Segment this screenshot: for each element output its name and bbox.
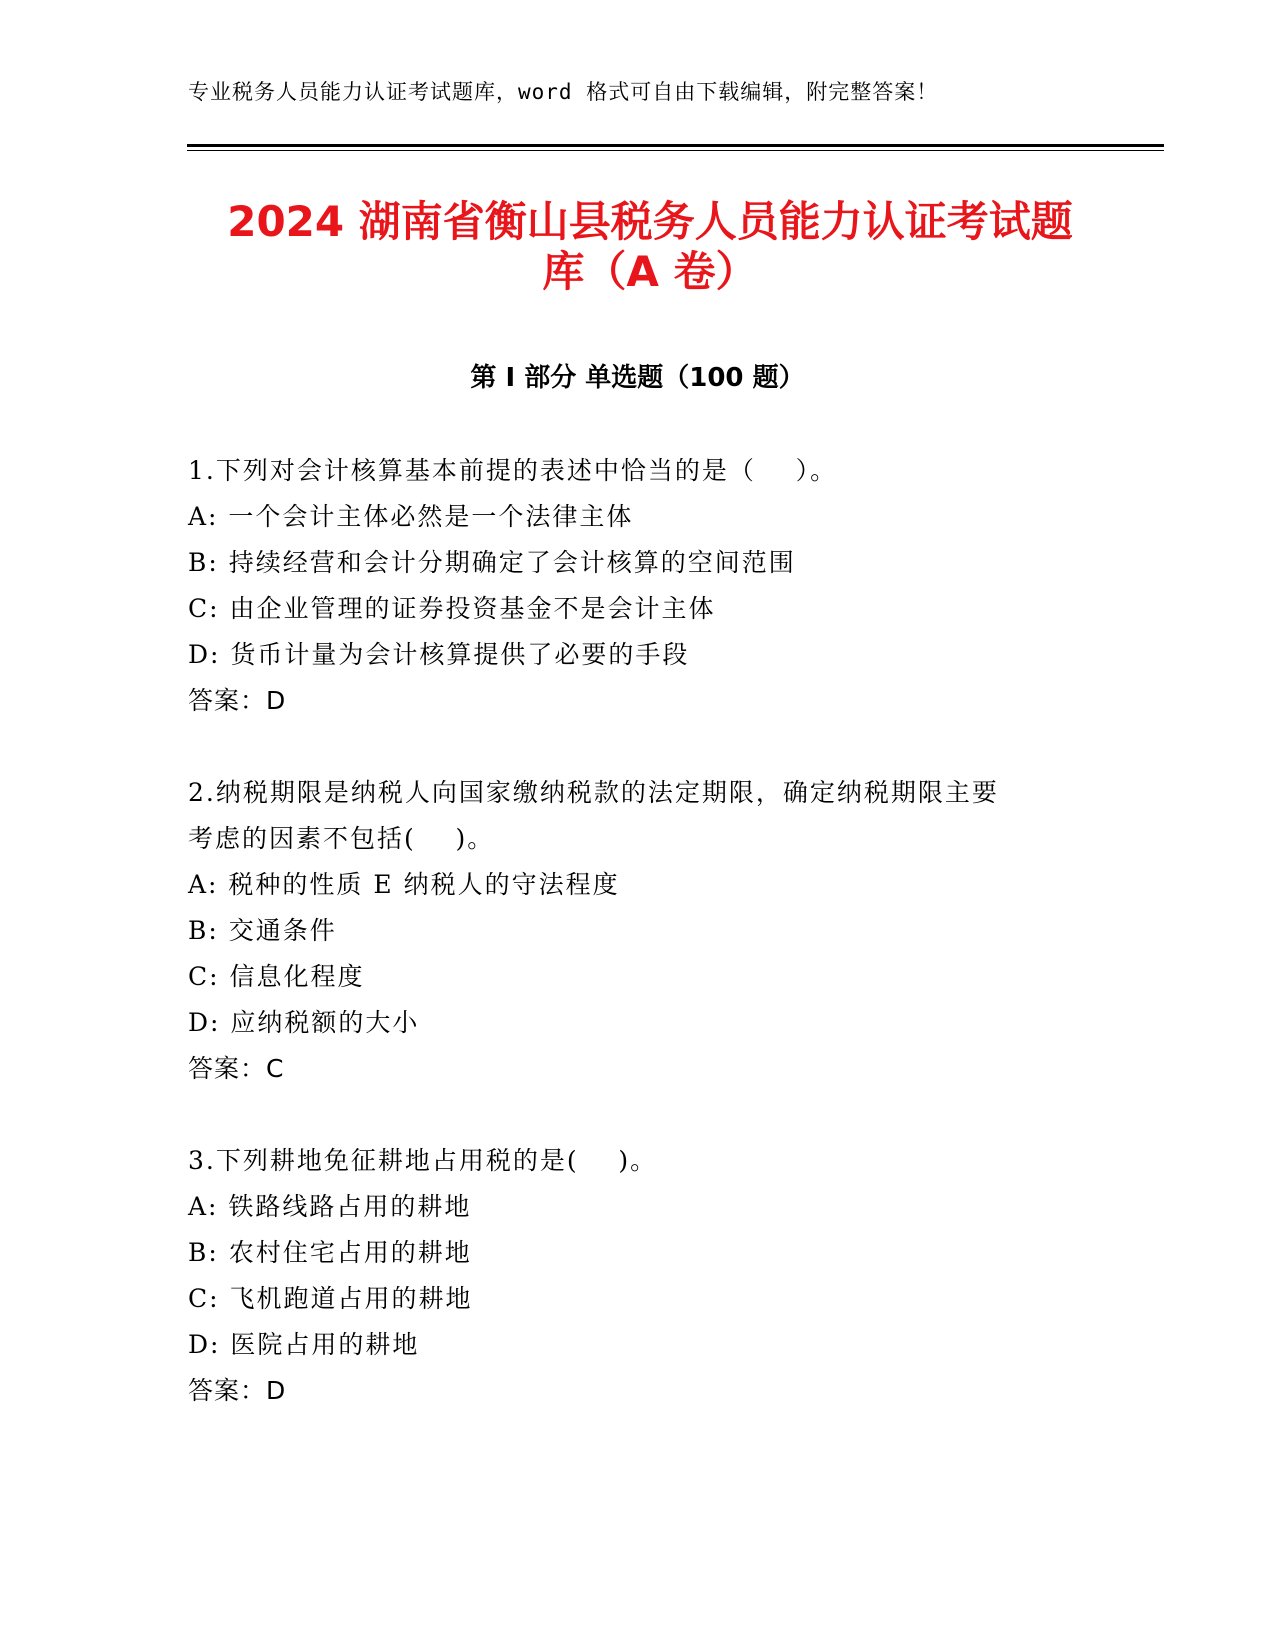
header-divider-thin — [187, 150, 1164, 151]
answer: 答案：D — [188, 686, 287, 715]
answer: 答案：D — [188, 1376, 287, 1405]
document-title-line-1: 2024 湖南省衡山县税务人员能力认证考试题 — [227, 197, 1073, 246]
option-a: A: 一个会计主体必然是一个法律主体 — [188, 502, 634, 531]
question-3 — [188, 1138, 1088, 1414]
option-b: B: 农村住宅占用的耕地 — [188, 1238, 472, 1267]
question-stem: 1.下列对会计核算基本前提的表述中恰当的是（ ）。 — [188, 456, 838, 485]
section-heading: 第 I 部分 单选题（100 题） — [470, 363, 805, 393]
header-note: 专业税务人员能力认证考试题库，word 格式可自由下载编辑，附完整答案！ — [188, 80, 939, 104]
header-divider-thick — [187, 144, 1164, 147]
option-c: C: 飞机跑道占用的耕地 — [188, 1284, 473, 1313]
question-stem-continued: 考虑的因素不包括( )。 — [188, 824, 495, 853]
answer: 答案：C — [188, 1054, 285, 1083]
option-a: A: 铁路线路占用的耕地 — [188, 1192, 472, 1221]
question-list — [188, 448, 1088, 1460]
option-a: A: 税种的性质 E 纳税人的守法程度 — [188, 870, 620, 899]
option-c: C: 由企业管理的证券投资基金不是会计主体 — [188, 594, 716, 623]
option-d: D: 医院占用的耕地 — [188, 1330, 420, 1359]
option-b: B: 交通条件 — [188, 916, 337, 945]
option-d: D: 应纳税额的大小 — [188, 1008, 420, 1037]
document-title-line-2: 库（A 卷） — [542, 247, 758, 296]
document-title — [150, 197, 1150, 297]
option-b: B: 持续经营和会计分期确定了会计核算的空间范围 — [188, 548, 796, 577]
question-1 — [188, 448, 1088, 724]
question-2 — [188, 770, 1088, 1092]
question-stem: 3.下列耕地免征耕地占用税的是( )。 — [188, 1146, 658, 1175]
option-d: D: 货币计量为会计核算提供了必要的手段 — [188, 640, 690, 669]
question-stem: 2.纳税期限是纳税人向国家缴纳税款的法定期限，确定纳税期限主要 — [188, 778, 999, 807]
option-c: C: 信息化程度 — [188, 962, 365, 991]
